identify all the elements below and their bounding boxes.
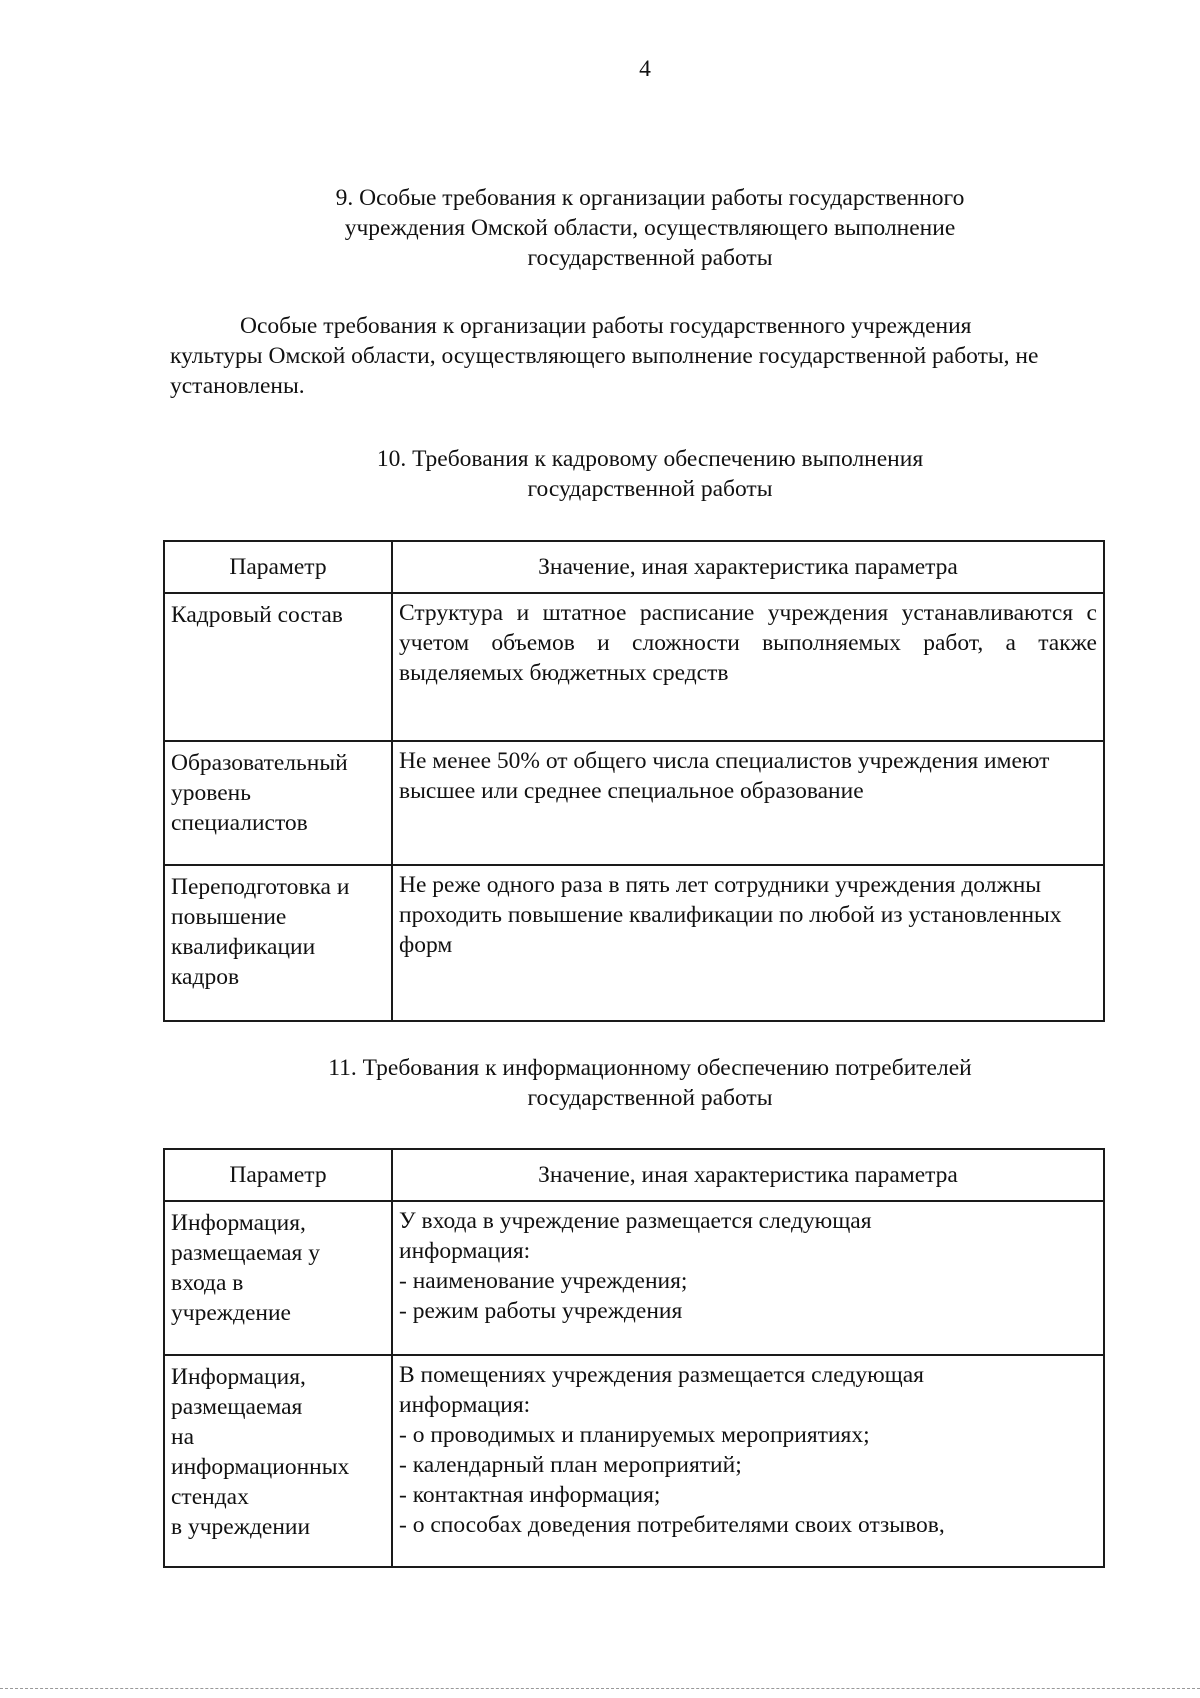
- cell-line: Информация,: [171, 1364, 306, 1391]
- heading-line: государственной работы: [527, 476, 773, 503]
- section-10-heading: [170, 444, 1130, 504]
- value-cell: Структура и штатное расписание учреждения устанавливаются с учетом объемов и сложности выполняемых работ, а также выделяемых бюджетных средств: [392, 593, 1104, 741]
- column-header-parameter: Параметр: [164, 541, 392, 593]
- cell-line: - календарный план мероприятий;: [399, 1452, 742, 1479]
- table-row: [164, 593, 1104, 741]
- cell-line: учреждение: [171, 1300, 291, 1327]
- table-header-row: [164, 541, 1104, 593]
- heading-line: 10. Требования к кадровому обеспечению выполнения: [376, 446, 924, 472]
- column-header-value: Значение, иная характеристика параметра: [392, 541, 1104, 593]
- value-cell: Не менее 50% от общего числа специалистов учреждения имеют высшее или среднее специальное образование: [392, 741, 1104, 865]
- page-number: 4: [639, 56, 651, 82]
- cell-line: входа в: [171, 1270, 244, 1297]
- cell-line: В помещениях учреждения размещается следующая: [399, 1362, 924, 1389]
- table-row: [164, 741, 1104, 865]
- cell-line: информационных: [171, 1454, 350, 1481]
- heading-line: государственной работы: [527, 1085, 773, 1112]
- scan-edge-divider: [0, 1688, 1200, 1689]
- cell-line: - контактная информация;: [399, 1482, 661, 1509]
- cell-line: - наименование учреждения;: [399, 1268, 688, 1295]
- table-row: [164, 1201, 1104, 1355]
- heading-line: учреждения Омской области, осуществляющего выполнение: [344, 215, 956, 242]
- column-header-value: Значение, иная характеристика параметра: [392, 1149, 1104, 1201]
- parameter-cell: [164, 1355, 392, 1567]
- cell-line: размещаемая: [171, 1394, 303, 1421]
- cell-line: информация:: [399, 1392, 531, 1419]
- parameter-cell: Кадровый состав: [164, 593, 392, 741]
- cell-line: стендах: [171, 1484, 249, 1511]
- heading-line: государственной работы: [527, 245, 773, 272]
- cell-line: - режим работы учреждения: [399, 1298, 683, 1325]
- parameter-cell: Образовательный уровень специалистов: [164, 741, 392, 865]
- table-header-row: [164, 1149, 1104, 1201]
- cell-line: на: [171, 1424, 195, 1451]
- staffing-requirements-table: [163, 540, 1105, 1022]
- cell-line: размещаемая у: [171, 1240, 320, 1267]
- cell-line: У входа в учреждение размещается следующая: [399, 1208, 872, 1235]
- cell-line: информация:: [399, 1238, 531, 1265]
- cell-line: - о способах доведения потребителями своих отзывов,: [399, 1512, 945, 1539]
- column-header-parameter: Параметр: [164, 1149, 392, 1201]
- cell-line: Информация,: [171, 1210, 306, 1237]
- value-cell: [392, 1355, 1104, 1567]
- table-row: [164, 1355, 1104, 1567]
- section-9-heading: [170, 183, 1130, 273]
- parameter-cell: Переподготовка и повышение квалификации кадров: [164, 865, 392, 1021]
- information-requirements-table: [163, 1148, 1105, 1568]
- cell-line: - о проводимых и планируемых мероприятиях;: [399, 1422, 870, 1449]
- section-11-heading: [170, 1053, 1130, 1113]
- table-row: [164, 865, 1104, 1021]
- parameter-cell: [164, 1201, 392, 1355]
- value-cell: Не реже одного раза в пять лет сотрудники учреждения должны проходить повышение квалификации по любой из установленных форм: [392, 865, 1104, 1021]
- cell-line: в учреждении: [171, 1514, 311, 1541]
- heading-line: 11. Требования к информационному обеспечению потребителей: [328, 1055, 972, 1081]
- section-9-paragraph: Особые требования к организации работы государственного учреждения культуры Омской области, осуществляющего выполнение государственной работы, не установлены.: [170, 313, 1039, 400]
- value-cell: [392, 1201, 1104, 1355]
- heading-line: 9. Особые требования к организации работы государственного: [335, 185, 965, 211]
